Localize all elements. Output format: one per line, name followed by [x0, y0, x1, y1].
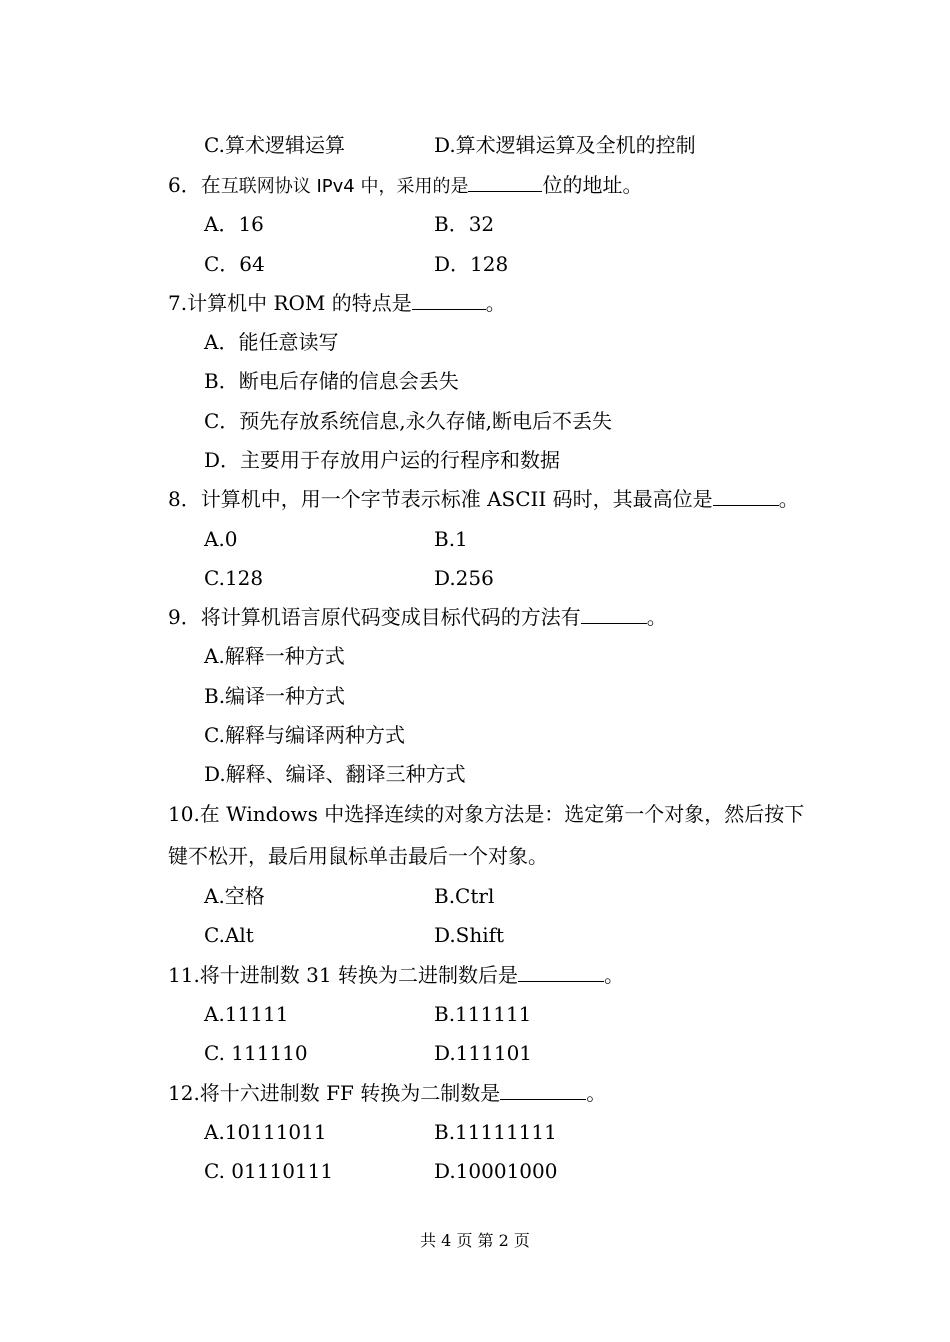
- q11-option-c: C. 111110: [204, 1041, 308, 1065]
- q8-option-c: C.128: [204, 566, 264, 590]
- q11-option-b: B.111111: [434, 1002, 532, 1026]
- q6-answer-blank: [468, 173, 542, 192]
- q5-option-d: D.算术逻辑运算及全机的控制: [434, 133, 696, 157]
- q8-option-b: B.1: [434, 527, 468, 551]
- q7-stem: [168, 290, 506, 316]
- q8-option-d: D.256: [434, 566, 494, 590]
- q8-option-a: A.0: [204, 527, 238, 551]
- q6-stem: [168, 172, 642, 200]
- q6-option-c: C．64: [204, 252, 265, 276]
- q12-option-c: C. 01110111: [204, 1159, 334, 1183]
- q10-option-b: B.Ctrl: [434, 884, 495, 908]
- q10-option-d: D.Shift: [434, 923, 505, 947]
- q12-stem-suffix: 。: [586, 1081, 607, 1105]
- q8-stem-suffix: 。: [778, 487, 799, 511]
- q8-stem: [168, 486, 799, 512]
- q11-option-d: D.111101: [434, 1041, 533, 1065]
- q9-answer-blank: [581, 605, 647, 624]
- q8-answer-blank: [713, 487, 779, 506]
- q7-option-c: C．预先存放系统信息,永久存储,断电后不丢失: [204, 409, 613, 433]
- q7-stem-text: 7.计算机中 ROM 的特点是: [168, 291, 412, 315]
- q9-option-c: C.解释与编译两种方式: [204, 723, 405, 747]
- q11-stem-suffix: 。: [603, 963, 624, 987]
- q10-option-c: C.Alt: [204, 923, 254, 947]
- q9-option-a: A.解释一种方式: [204, 644, 345, 668]
- q6-stem-suffix: 位的地址。: [542, 173, 643, 197]
- q5-option-c: C.算术逻辑运算: [204, 133, 345, 157]
- q6-stem-prefix: 6．在: [168, 173, 221, 197]
- q9-stem-suffix: 。: [646, 605, 667, 629]
- q10-stem-line1: 10.在 Windows 中选择连续的对象方法是：选定第一个对象，然后按下: [168, 802, 805, 826]
- q7-answer-blank: [412, 291, 486, 310]
- q6-stem-middle: 互联网协议 IPv4 中，采用的是: [220, 176, 469, 197]
- q10-option-a: A.空格: [204, 884, 265, 908]
- q7-stem-suffix: 。: [485, 291, 506, 315]
- q10-stem-line2: 键不松开，最后用鼠标单击最后一个对象。: [168, 844, 548, 868]
- q12-option-b: B.11111111: [434, 1120, 557, 1144]
- q11-option-a: A.11111: [204, 1002, 289, 1026]
- q6-option-a: A．16: [204, 212, 264, 236]
- q12-stem: [168, 1080, 606, 1106]
- q6-option-b: B．32: [434, 212, 495, 236]
- q9-stem-text: 9．将计算机语言原代码变成目标代码的方法有: [168, 605, 581, 629]
- q9-option-d: D.解释、编译、翻译三种方式: [204, 762, 466, 786]
- q7-option-b: B．断电后存储的信息会丢失: [204, 369, 459, 393]
- q12-option-a: A.10111011: [204, 1120, 327, 1144]
- q11-stem: [168, 962, 624, 988]
- q6-option-d: D．128: [434, 252, 509, 276]
- q12-stem-text: 12.将十六进制数 FF 转换为二制数是: [168, 1081, 501, 1105]
- q12-answer-blank: [500, 1081, 586, 1100]
- q9-stem: [168, 604, 667, 630]
- q8-stem-text: 8．计算机中，用一个字节表示标准 ASCII 码时，其最高位是: [168, 487, 713, 511]
- page-number-footer: 共 4 页 第 2 页: [420, 1231, 530, 1250]
- q12-option-d: D.10001000: [434, 1159, 558, 1183]
- q11-answer-blank: [518, 963, 604, 982]
- q7-option-d: D．主要用于存放用户运的行程序和数据: [204, 448, 561, 472]
- q11-stem-text: 11.将十进制数 31 转换为二进制数后是: [168, 963, 518, 987]
- q9-option-b: B.编译一种方式: [204, 684, 346, 708]
- q7-option-a: A．能任意读写: [204, 330, 339, 354]
